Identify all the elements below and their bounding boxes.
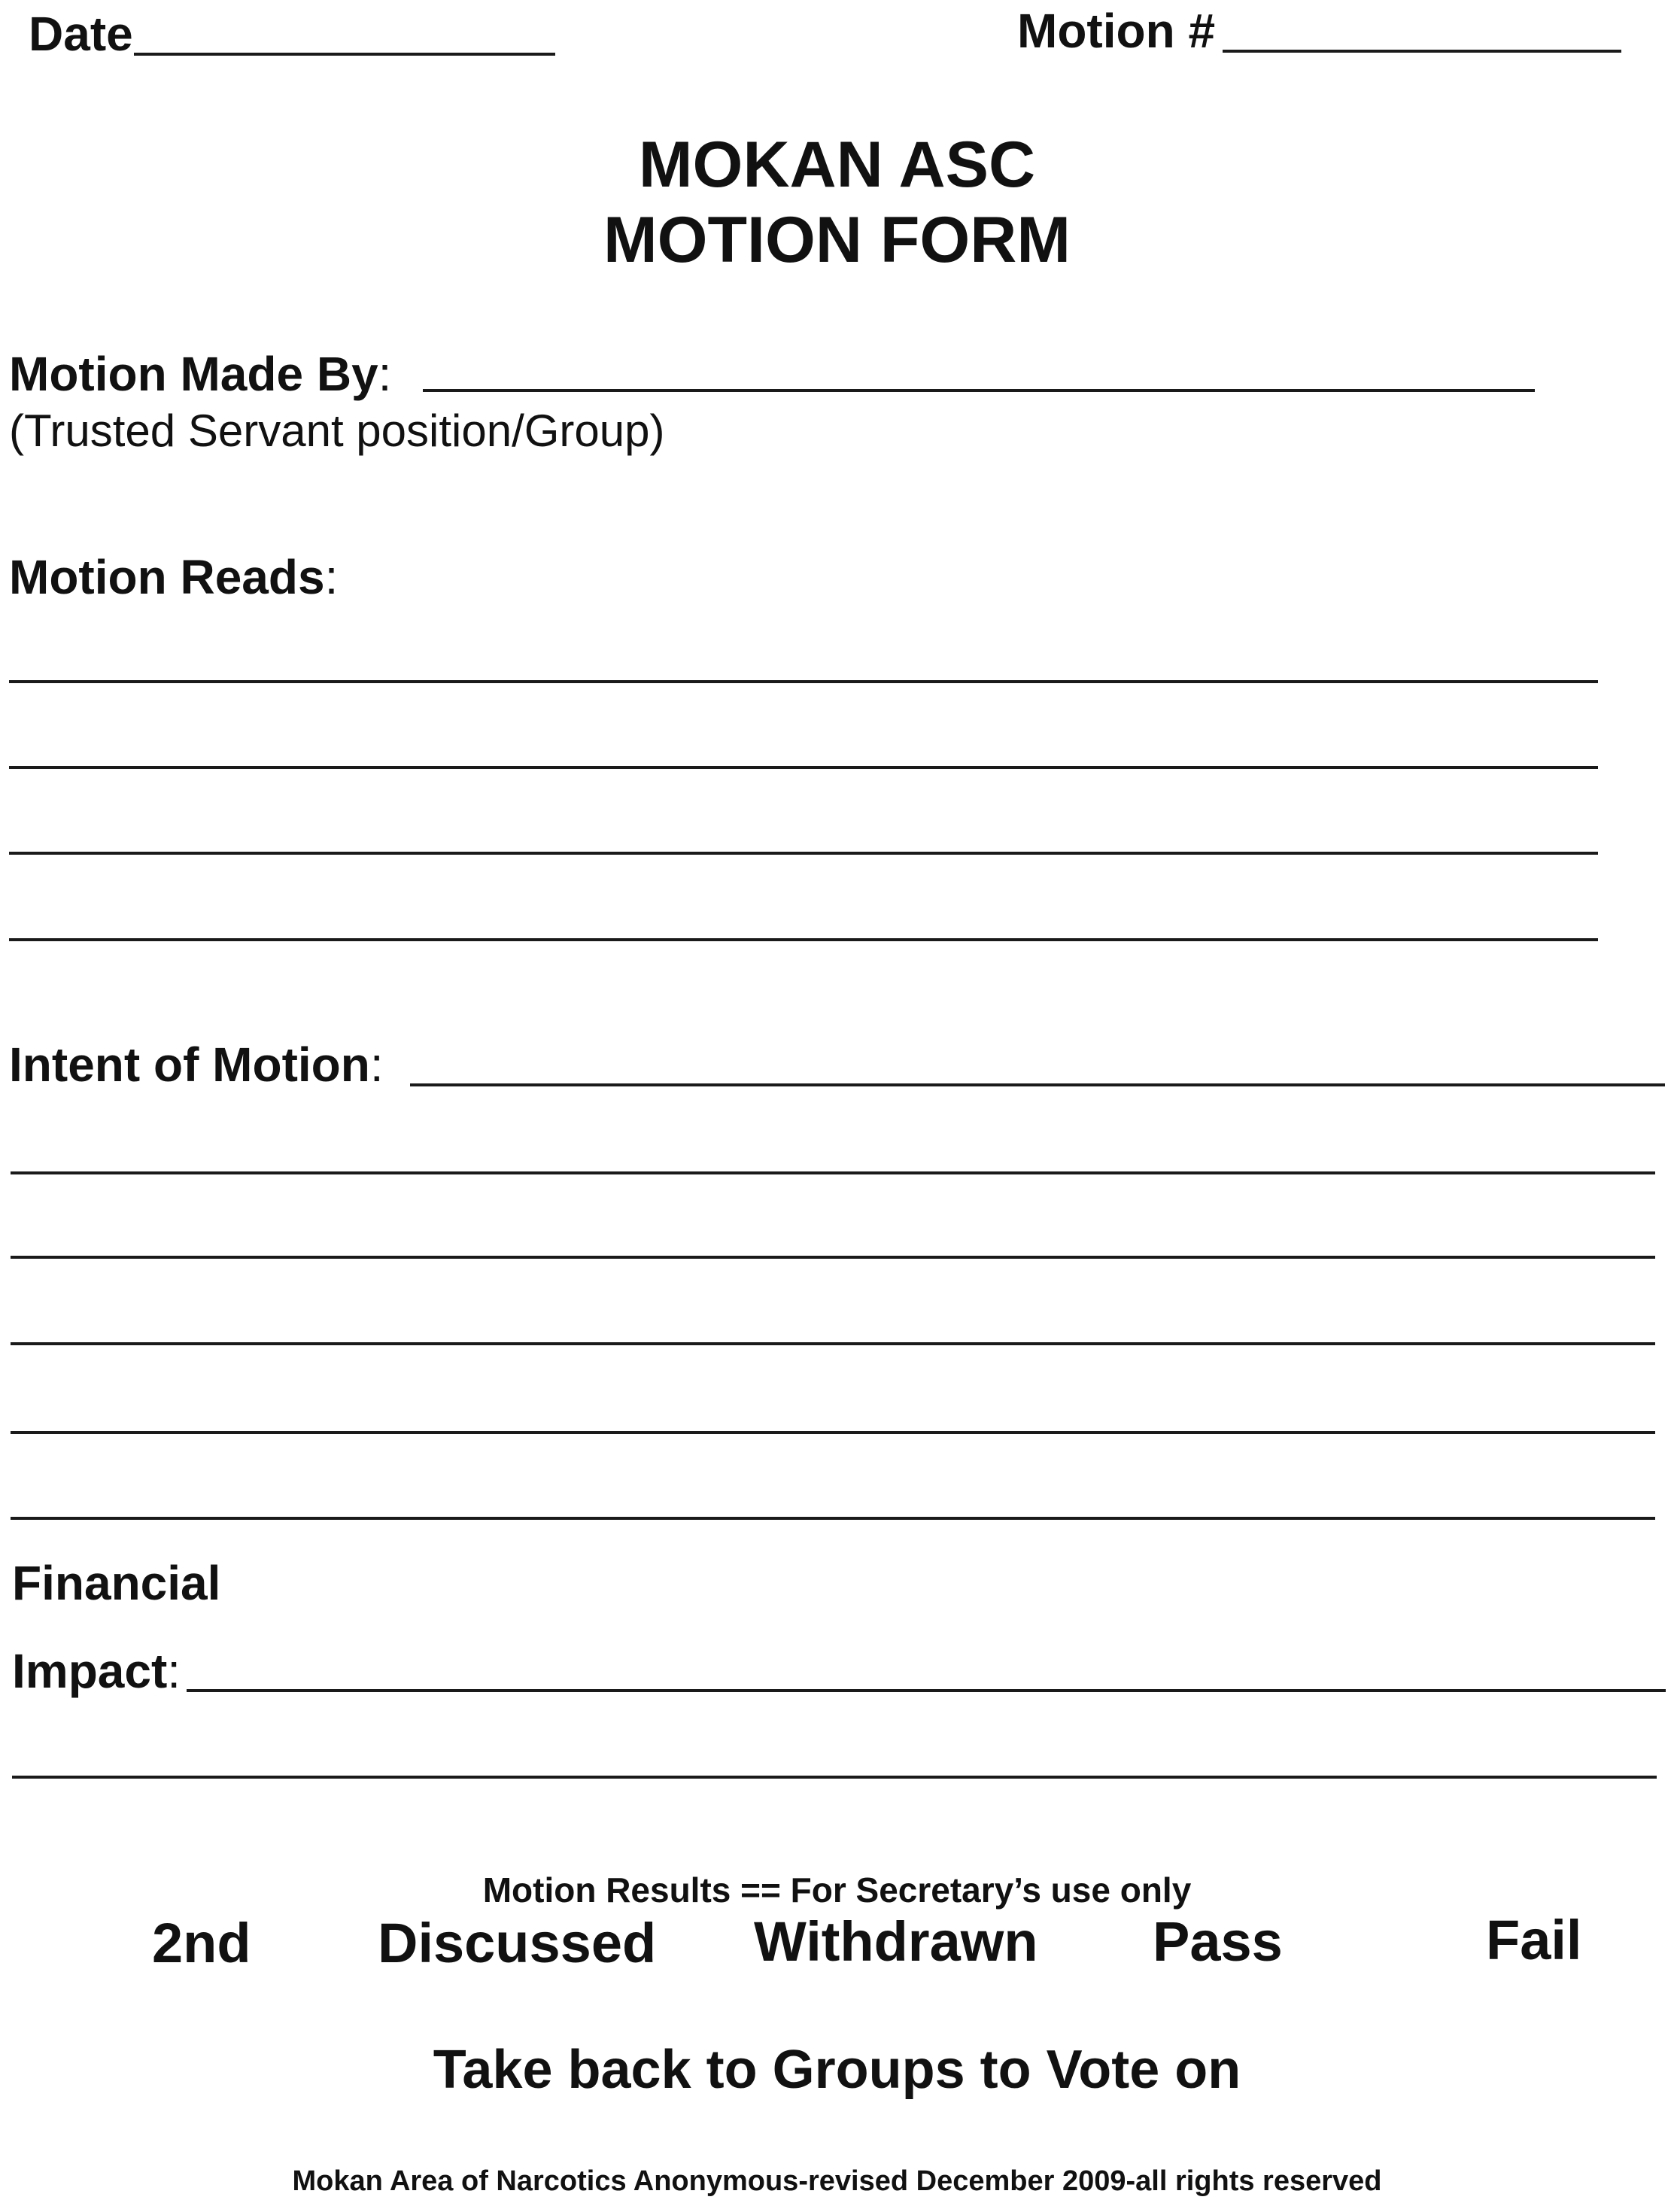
- result-option-fail[interactable]: Fail: [1486, 1909, 1582, 1971]
- financial-label: Financial: [12, 1556, 221, 1610]
- take-back-note: Take back to Groups to Vote on: [433, 2040, 1241, 2100]
- intent-field-line[interactable]: [410, 1083, 1665, 1086]
- reads-label-text: Motion Reads: [9, 550, 325, 604]
- made-by-label: [9, 346, 391, 402]
- footer-copyright: Mokan Area of Narcotics Anonymous-revised December 2009-all rights reserved: [292, 2165, 1382, 2197]
- impact-label: [12, 1643, 181, 1699]
- result-option-withdrawn[interactable]: Withdrawn: [754, 1910, 1038, 1973]
- made-by-colon: :: [378, 347, 392, 401]
- motion-number-field-line[interactable]: [1223, 50, 1621, 53]
- reads-line-1[interactable]: [9, 680, 1598, 683]
- impact-line-2[interactable]: [12, 1776, 1657, 1779]
- intent-label-text: Intent of Motion: [9, 1038, 370, 1092]
- intent-line-6[interactable]: [11, 1517, 1655, 1520]
- result-option-2nd[interactable]: 2nd: [152, 1912, 251, 1974]
- made-by-label-text: Motion Made By: [9, 347, 378, 401]
- result-option-discussed[interactable]: Discussed: [378, 1912, 657, 1974]
- intent-line-2[interactable]: [11, 1171, 1655, 1174]
- date-label: Date: [29, 7, 133, 61]
- form-title-line2: MOTION FORM: [603, 204, 1071, 276]
- intent-line-5[interactable]: [11, 1431, 1655, 1434]
- reads-line-3[interactable]: [9, 852, 1598, 855]
- intent-label: [9, 1037, 384, 1092]
- impact-colon: :: [167, 1644, 181, 1698]
- form-title-line1: MOKAN ASC: [638, 129, 1036, 201]
- results-note: Motion Results == For Secretary’s use only: [482, 1870, 1192, 1910]
- reads-line-2[interactable]: [9, 766, 1598, 769]
- reads-label: [9, 549, 338, 605]
- reads-colon: :: [324, 550, 339, 604]
- motion-number-label: Motion #: [1017, 4, 1216, 58]
- reads-line-4[interactable]: [9, 938, 1598, 941]
- intent-colon: :: [369, 1038, 384, 1092]
- intent-line-3[interactable]: [11, 1256, 1655, 1259]
- date-field-line[interactable]: [134, 53, 555, 56]
- made-by-field-line[interactable]: [423, 389, 1535, 392]
- impact-field-line[interactable]: [187, 1689, 1666, 1692]
- impact-label-text: Impact: [12, 1644, 168, 1698]
- made-by-hint: (Trusted Servant position/Group): [9, 406, 665, 456]
- intent-line-4[interactable]: [11, 1342, 1655, 1345]
- result-option-pass[interactable]: Pass: [1153, 1910, 1283, 1973]
